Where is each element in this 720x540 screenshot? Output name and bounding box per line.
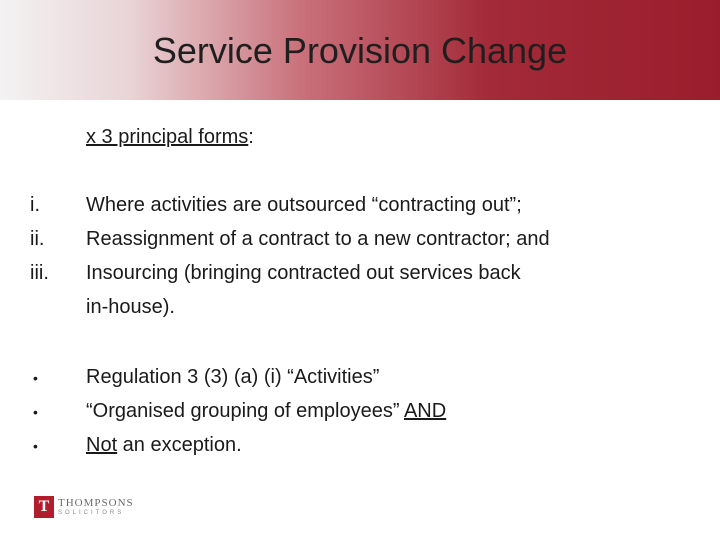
company-logo <box>34 494 144 520</box>
intro-line <box>86 126 254 149</box>
bullet-underlined: Not <box>86 434 118 456</box>
numbered-text: Where activities are outsourced “contracting out”; <box>86 194 522 216</box>
bullet-text-line <box>86 434 242 457</box>
bullet-text: Regulation 3 (3) (a) (i) “Activities” <box>86 366 380 388</box>
numbered-text: Insourcing (bringing contracted out services back <box>86 262 521 284</box>
logo-subtitle: SOLICITORS <box>58 510 125 516</box>
logo-name: THOMPSONS <box>58 497 134 509</box>
bullet-marker: • <box>33 370 38 386</box>
numbered-marker: ii. <box>30 228 45 250</box>
numbered-marker: i. <box>30 194 40 216</box>
intro-suffix: : <box>248 126 254 148</box>
bullet-item <box>0 366 720 400</box>
bullet-marker: • <box>33 438 38 454</box>
bullet-item <box>0 434 720 468</box>
bullet-underlined: AND <box>403 400 447 422</box>
bullet-text-line <box>86 400 446 423</box>
bullet-text: an exception. <box>117 434 242 456</box>
bullet-item <box>0 400 720 434</box>
intro-underlined: x 3 principal forms <box>86 126 249 148</box>
numbered-text: Reassignment of a contract to a new contractor; and <box>86 228 550 250</box>
numbered-item <box>0 262 720 296</box>
numbered-marker: iii. <box>30 262 49 284</box>
slide-title: Service Provision Change <box>152 30 568 71</box>
numbered-text: in-house). <box>86 296 175 318</box>
numbered-item <box>0 228 720 262</box>
numbered-item <box>0 194 720 228</box>
bullet-text: “Organised grouping of employees” <box>86 400 404 422</box>
logo-mark: T <box>34 496 54 518</box>
numbered-item-continuation <box>0 296 720 330</box>
bullet-marker: • <box>33 404 38 420</box>
